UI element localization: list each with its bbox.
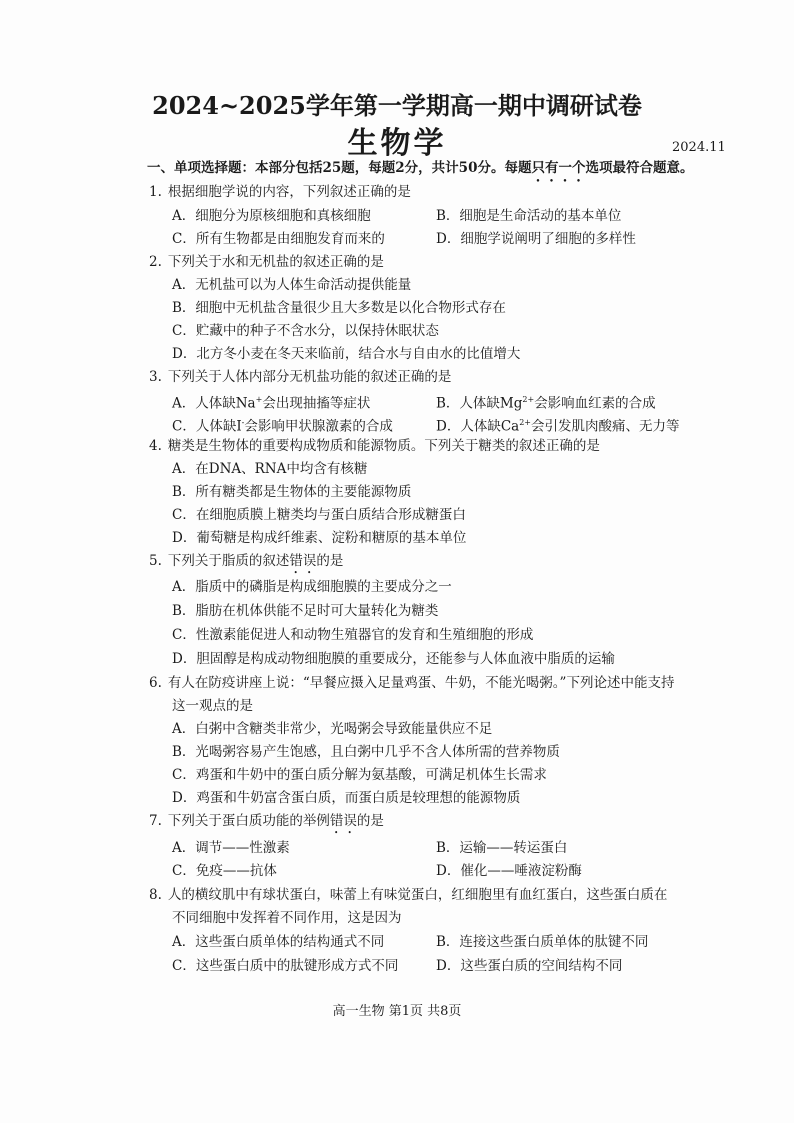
question-5-option-c: C．性激素能促进人和动物生殖器官的发育和生殖细胞的形成 xyxy=(172,627,534,643)
question-1-option-b: B．细胞是生命活动的基本单位 xyxy=(436,208,622,224)
question-4-option-d: D．葡萄糖是构成纤维素、淀粉和糖原的基本单位 xyxy=(172,530,467,546)
section-heading: 一、单项选择题：本部分包括25题，每题2分，共计50分。每题只有一个选项最符合题意。 xyxy=(147,160,694,176)
exam-date: 2024.11 xyxy=(672,140,726,155)
question-6-option-c: C．鸡蛋和牛奶中的蛋白质分解为氨基酸，可满足机体生长需求 xyxy=(172,767,547,783)
question-5-option-a: A．脂质中的磷脂是构成细胞膜的主要成分之一 xyxy=(172,579,452,595)
question-7-option-a: A．调节——性激素 xyxy=(172,840,290,856)
question-3-option-c: C．人体缺I-会影响甲状腺激素的合成 xyxy=(172,418,393,435)
question-6-stem: 6. 有人在防疫讲座上说：“早餐应摄入足量鸡蛋、牛奶，不能光喝粥。”下列论述中能支持 xyxy=(149,675,675,691)
question-2-option-a: A．无机盐可以为人体生命活动提供能量 xyxy=(172,277,412,293)
question-7-option-d: D．催化——唾液淀粉酶 xyxy=(436,863,582,879)
question-1-stem: 1. 根据细胞学说的内容，下列叙述正确的是 xyxy=(149,184,411,200)
question-2-stem: 2. 下列关于水和无机盐的叙述正确的是 xyxy=(149,254,384,270)
question-8-option-d: D．这些蛋白质的空间结构不同 xyxy=(436,958,623,974)
question-3-stem: 3. 下列关于人体内部分无机盐功能的叙述正确的是 xyxy=(149,369,452,385)
question-5-option-d: D．胆固醇是构成动物细胞膜的重要成分，还能参与人体血液中脂质的运输 xyxy=(172,651,615,667)
question-2-option-d: D．北方冬小麦在冬天来临前，结合水与自由水的比值增大 xyxy=(172,346,521,362)
question-1-option-c: C．所有生物都是由细胞发育而来的 xyxy=(172,231,385,247)
question-2-option-c: C．贮藏中的种子不含水分，以保持休眠状态 xyxy=(172,323,439,339)
question-1-option-a: A．细胞分为原核细胞和真核细胞 xyxy=(172,208,371,224)
question-3-option-d: D．人体缺$Ca^{2+}$会引发肌肉酸痛、无力等 xyxy=(436,418,680,435)
question-4-stem: 4. 糖类是生物体的重要构成物质和能源物质。下列关于糖类的叙述正确的是 xyxy=(149,438,600,454)
question-8-option-a: A．这些蛋白质单体的结构通式不同 xyxy=(172,934,385,950)
question-5-option-b: B．脂肪在机体供能不足时可大量转化为糖类 xyxy=(172,603,439,619)
question-5-stem: 5. 下列关于脂质的叙述错误的是 xyxy=(149,553,344,569)
question-3-option-a: A．人体缺Na+会出现抽搐等症状 xyxy=(172,395,371,412)
question-4-option-c: C．在细胞质膜上糖类均与蛋白质结合形成糖蛋白 xyxy=(172,507,466,523)
question-1-option-d: D．细胞学说阐明了细胞的多样性 xyxy=(436,231,636,247)
question-4-option-a: A．在DNA、RNA中均含有核糖 xyxy=(172,461,368,477)
question-7-option-b: B．运输——转运蛋白 xyxy=(436,840,568,856)
question-8-stem: 8. 人的横纹肌中有球状蛋白，味蕾上有味觉蛋白，红细胞里有血红蛋白，这些蛋白质在 xyxy=(149,887,668,903)
question-2-option-b: B．细胞中无机盐含量很少且大多数是以化合物形式存在 xyxy=(172,300,506,316)
question-3-option-b: B．人体缺$Mg^{2+}$会影响血红素的合成 xyxy=(436,395,656,412)
question-6-option-d: D．鸡蛋和牛奶富含蛋白质，而蛋白质是较理想的能源物质 xyxy=(172,790,521,806)
question-6-stem-continued: 这一观点的是 xyxy=(172,698,253,714)
question-8-option-c: C．这些蛋白质中的肽键形成方式不同 xyxy=(172,958,399,974)
question-6-option-b: B．光喝粥容易产生饱感，且白粥中几乎不含人体所需的营养物质 xyxy=(172,744,560,760)
exam-title: 2024~2025学年第一学期高一期中调研试卷 xyxy=(152,91,642,120)
question-7-stem: 7. 下列关于蛋白质功能的举例错误的是 xyxy=(149,813,384,829)
question-4-option-b: B．所有糖类都是生物体的主要能源物质 xyxy=(172,484,412,500)
question-6-option-a: A．白粥中含糖类非常少，光喝粥会导致能量供应不足 xyxy=(172,721,493,737)
question-8-stem-continued: 不同细胞中发挥着不同作用，这是因为 xyxy=(172,910,402,926)
question-8-option-b: B．连接这些蛋白质单体的肽键不同 xyxy=(436,934,649,950)
page-footer: 高一生物 第1页 共8页 xyxy=(332,1004,462,1019)
question-7-option-c: C．免疫——抗体 xyxy=(172,863,277,879)
subject-title: 生物学 xyxy=(347,126,447,161)
